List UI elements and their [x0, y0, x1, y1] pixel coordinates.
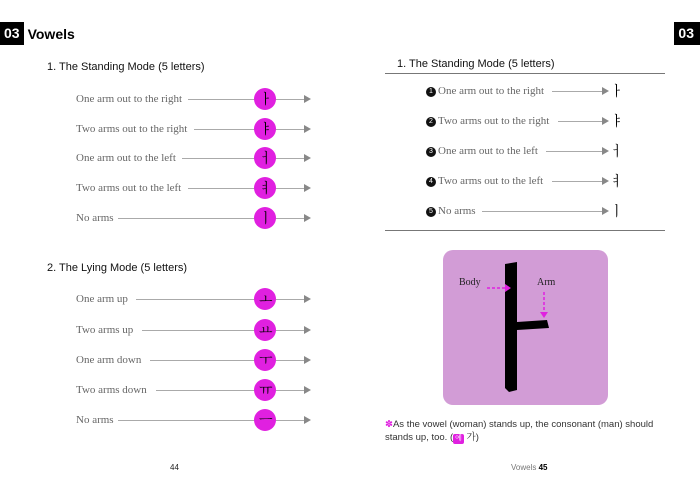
- arrow-icon: [304, 386, 311, 394]
- row-label: [426, 85, 544, 97]
- chapter-number: 03: [0, 22, 24, 45]
- arrow-icon: [602, 87, 609, 95]
- vowel-glyph: ㅣ: [610, 204, 624, 220]
- number-badge: 3: [426, 147, 436, 157]
- list-item: [76, 379, 276, 401]
- vowel-glyph: ㅕ: [259, 181, 273, 197]
- list-item: [426, 200, 626, 222]
- arrow-line: [150, 360, 306, 361]
- arrow-icon: [304, 125, 311, 133]
- vowel-glyph: ㅑ: [259, 122, 273, 138]
- note-close: ): [475, 432, 479, 443]
- divider: [385, 73, 665, 74]
- row-label: Two arms down: [76, 384, 147, 396]
- chapter-number-tab: 03: [674, 22, 700, 45]
- arrow-line: [182, 158, 306, 159]
- vowel-stroke-diagram: [443, 250, 608, 405]
- arrow-line: [194, 129, 306, 130]
- chapter-title: Vowels: [27, 25, 75, 42]
- row-label: Two arms out to the left: [76, 182, 182, 194]
- arm-arrow-icon: [540, 312, 548, 318]
- row-label: No arms: [76, 414, 114, 426]
- divider: [385, 230, 665, 231]
- arrow-icon: [602, 207, 609, 215]
- body-stroke: [505, 262, 517, 392]
- row-label: One arm down: [76, 354, 142, 366]
- arrow-line: [546, 151, 604, 152]
- arrow-line: [136, 299, 306, 300]
- example-badge: 예: [455, 435, 462, 442]
- vowel-glyph: ㅜ: [259, 353, 273, 369]
- arrow-icon: [304, 154, 311, 162]
- vowel-glyph: ㅕ: [610, 174, 624, 190]
- row-label: [426, 115, 549, 127]
- row-label: Two arms up: [76, 324, 134, 336]
- list-item: [76, 177, 276, 199]
- list-item: [426, 110, 626, 132]
- list-item: [76, 409, 276, 431]
- arrow-line: [142, 330, 306, 331]
- arrow-line: [552, 91, 604, 92]
- note: [385, 418, 675, 444]
- list-item: [76, 118, 276, 140]
- vowel-glyph: ㅠ: [259, 383, 273, 399]
- arrow-line: [188, 188, 306, 189]
- list-item: [76, 319, 276, 341]
- number-badge: 5: [426, 207, 436, 217]
- list-item: [426, 170, 626, 192]
- footer-section: Vowels: [511, 463, 537, 472]
- row-text: Two arms out to the right: [438, 115, 550, 127]
- number-badge: 2: [426, 117, 436, 127]
- number-badge: 1: [426, 87, 436, 97]
- row-text: No arms: [438, 205, 476, 217]
- arrow-icon: [304, 214, 311, 222]
- vowel-diagram: [443, 250, 608, 405]
- arrow-icon: [304, 416, 311, 424]
- row-label: One arm out to the left: [76, 152, 176, 164]
- vowel-glyph: ㅡ: [259, 413, 273, 429]
- arrow-line: [118, 218, 306, 219]
- page-number: 44: [170, 463, 179, 472]
- arrow-icon: [602, 177, 609, 185]
- arrow-line: [118, 420, 306, 421]
- standing-mode-title: 1. The Standing Mode (5 letters): [47, 61, 205, 73]
- arrow-icon: [304, 326, 311, 334]
- arrow-line: [558, 121, 604, 122]
- row-label: Two arms out to the right: [76, 123, 188, 135]
- page-number: 45: [538, 463, 548, 472]
- row-label: No arms: [76, 212, 114, 224]
- vowel-glyph: ㅓ: [259, 151, 273, 167]
- chapter-header: [0, 22, 120, 45]
- arm-label: Arm: [537, 277, 556, 288]
- row-label: [426, 205, 476, 217]
- vowel-glyph: ㅓ: [610, 144, 624, 160]
- lying-mode-title: 2. The Lying Mode (5 letters): [47, 262, 188, 274]
- list-item: [426, 140, 626, 162]
- number-badge: 4: [426, 177, 436, 187]
- row-text: One arm out to the right: [438, 85, 545, 97]
- body-label: Body: [459, 277, 481, 288]
- row-label: One arm out to the right: [76, 93, 183, 105]
- vowel-glyph: ㅗ: [259, 292, 273, 308]
- row-label: [426, 145, 538, 157]
- arrow-icon: [304, 295, 311, 303]
- arrow-icon: [602, 117, 609, 125]
- row-label: [426, 175, 543, 187]
- vowel-glyph: ㅣ: [259, 211, 273, 227]
- list-item: [76, 349, 276, 371]
- arrow-icon: [602, 147, 609, 155]
- arm-stroke: [517, 320, 549, 330]
- list-item: [426, 80, 626, 102]
- list-item: [76, 207, 276, 229]
- arrow-icon: [304, 95, 311, 103]
- list-item: [76, 88, 276, 110]
- arrow-line: [552, 181, 604, 182]
- vowel-glyph: ㅑ: [610, 114, 624, 130]
- arrow-line: [156, 390, 306, 391]
- standing-mode-title: 1. The Standing Mode (5 letters): [397, 58, 555, 70]
- note-text: As the vowel (woman) stands up, the consonant (man) should stands up, too. (: [385, 419, 654, 443]
- row-text: One arm out to the left: [438, 145, 538, 157]
- vowel-glyph: ㅛ: [259, 323, 273, 339]
- arrow-icon: [304, 184, 311, 192]
- arrow-line: [188, 99, 306, 100]
- vowel-glyph: ㅏ: [259, 92, 273, 108]
- arrow-icon: [304, 356, 311, 364]
- page-footer: [511, 463, 548, 472]
- row-text: Two arms out to the left: [438, 175, 544, 187]
- list-item: [76, 147, 276, 169]
- example-char: 가: [466, 432, 476, 443]
- note-star-icon: ✽: [385, 419, 393, 430]
- arrow-line: [482, 211, 604, 212]
- list-item: [76, 288, 276, 310]
- vowel-glyph: ㅏ: [610, 84, 624, 100]
- row-label: One arm up: [76, 293, 128, 305]
